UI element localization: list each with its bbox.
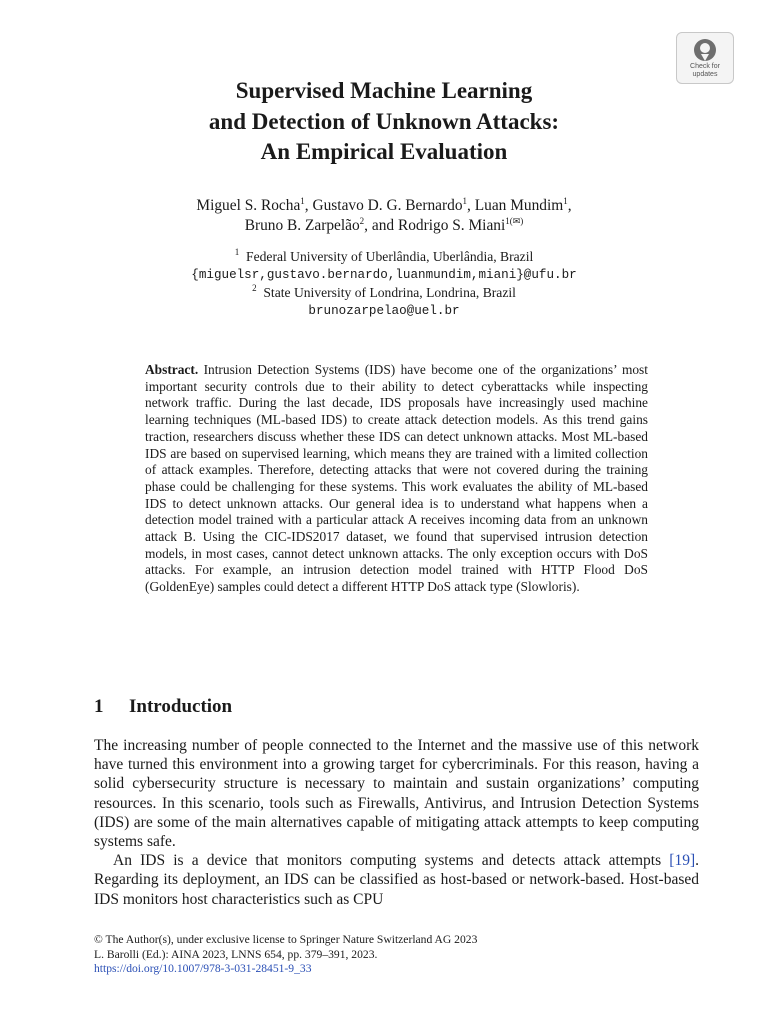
section-number: 1 <box>94 696 104 717</box>
badge-line-2: updates <box>692 70 718 78</box>
intro-paragraph-2 <box>94 851 699 909</box>
paper-title <box>84 76 684 168</box>
check-updates-icon <box>692 37 718 63</box>
affiliation-1-email[interactable]: {miguelsr,gustavo.bernardo,luanmundim,miani}@ufu.br <box>191 268 577 282</box>
authors-line-1: Miguel S. Rocha$^1$, Gustavo D. G. Bernardo$^1$, Luan Mundim$^1$, <box>196 196 572 214</box>
title-line-3: An Empirical Evaluation <box>260 139 508 164</box>
citation-link[interactable]: [19] <box>669 852 696 870</box>
affiliation-2-email[interactable]: brunozarpelao@uel.br <box>308 304 460 318</box>
proceedings-line: L. Barolli (Ed.): AINA 2023, LNNS 654, pp. 379–391, 2023. <box>94 947 378 961</box>
title-line-1: Supervised Machine Learning <box>235 78 533 103</box>
author-affil-mark: 1 <box>300 196 305 206</box>
badge-line-1: Check for <box>690 63 720 70</box>
author-name: Luan Mundim <box>474 197 564 214</box>
author-affil-mark: 1 <box>462 196 468 206</box>
authors-line-2: Bruno B. Zarpelão$^2$, and Rodrigo S. Miani$^{1(✉)}$ <box>244 215 524 234</box>
abstract <box>145 362 648 596</box>
paragraph-text: . Regarding its deployment, an IDS can be classified as host-based or network-based. Host-based IDS monitors host characteristics such as CPU <box>94 852 699 908</box>
author-name: and Rodrigo S. Miani <box>371 216 506 234</box>
paragraph-text: An IDS is a device that monitors computing systems and detects attack attempts <box>113 852 670 870</box>
check-for-updates-badge[interactable] <box>676 32 734 84</box>
author-affil-mark: 2 <box>359 215 365 226</box>
affil-mark: 2 <box>252 283 257 293</box>
affil-mark: 1 <box>234 247 240 257</box>
introduction-body <box>94 736 699 909</box>
affiliation-2 <box>84 284 684 302</box>
affiliation-text: State University of Londrina, Londrina, Brazil <box>263 285 516 300</box>
copyright-line: © The Author(s), under exclusive license to Springer Nature Switzerland AG 2023 <box>94 933 478 946</box>
author-affil-mark: 1 <box>563 196 568 206</box>
abstract-label: Abstract. <box>145 362 199 377</box>
abstract-text: Intrusion Detection Systems (IDS) have become one of the organizations’ most important security controls due to their ability to detect cyberattacks while inspecting network traffic. During the last decade, IDS proposals have increasingly used machine learning techniques (ML-based IDS) to create attack detection models. As this trend gains traction, researchers discuss whether these IDS can detect unknown attacks. Most ML-based IDS are based on supervised learning, which means they are trained with a limited collection of attack examples. Therefore, detecting attacks that were not covered during the training phase could be challenging for these systems. This work evaluates the ability of ML-based IDS to detect unknown attacks. Our general idea is to understand what happens when a detection model trained with a particular attack A receives incoming data from an unknown attack B. Using the CIC-IDS2017 dataset, we found that supervised intrusion detection models, in most cases, cannot detect unknown attacks. The only exception occurs with DoS attacks. For example, an intrusion detection model trained with HTTP Flood DoS (GoldenEye) samples could detect a different HTTP DoS attack type (Slowloris). <box>145 362 648 595</box>
author-list <box>84 196 684 235</box>
author-affil-mark: 1(✉) <box>505 215 524 226</box>
title-line-2: and Detection of Unknown Attacks: <box>208 108 560 134</box>
author-name: Gustavo D. G. Bernardo <box>312 197 463 214</box>
intro-paragraph-1: The increasing number of people connected to the Internet and the massive use of this network have turned this environment into a growing target for cybercriminals. For this reason, having a solid cybersecurity structure is necessary to maintain and sustain organizations’ computing resources. In this scenario, tools such as Firewalls, Antivirus, and Intrusion Detection Systems (IDS) are some of the main alternatives capable of mitigating attack attempts to keep computing systems safe. <box>94 737 699 851</box>
author-name: Miguel S. Rocha <box>196 197 301 214</box>
affiliations <box>84 248 684 320</box>
copyright-footer <box>94 933 477 977</box>
affiliation-1 <box>84 248 684 266</box>
author-name: Bruno B. Zarpelão <box>244 216 360 234</box>
section-heading <box>94 696 232 718</box>
section-title: Introduction <box>129 696 233 717</box>
affiliation-text: Federal University of Uberlândia, Uberlândia, Brazil <box>246 249 534 264</box>
doi-link[interactable]: https://doi.org/10.1007/978-3-031-28451-9_33 <box>94 962 312 976</box>
